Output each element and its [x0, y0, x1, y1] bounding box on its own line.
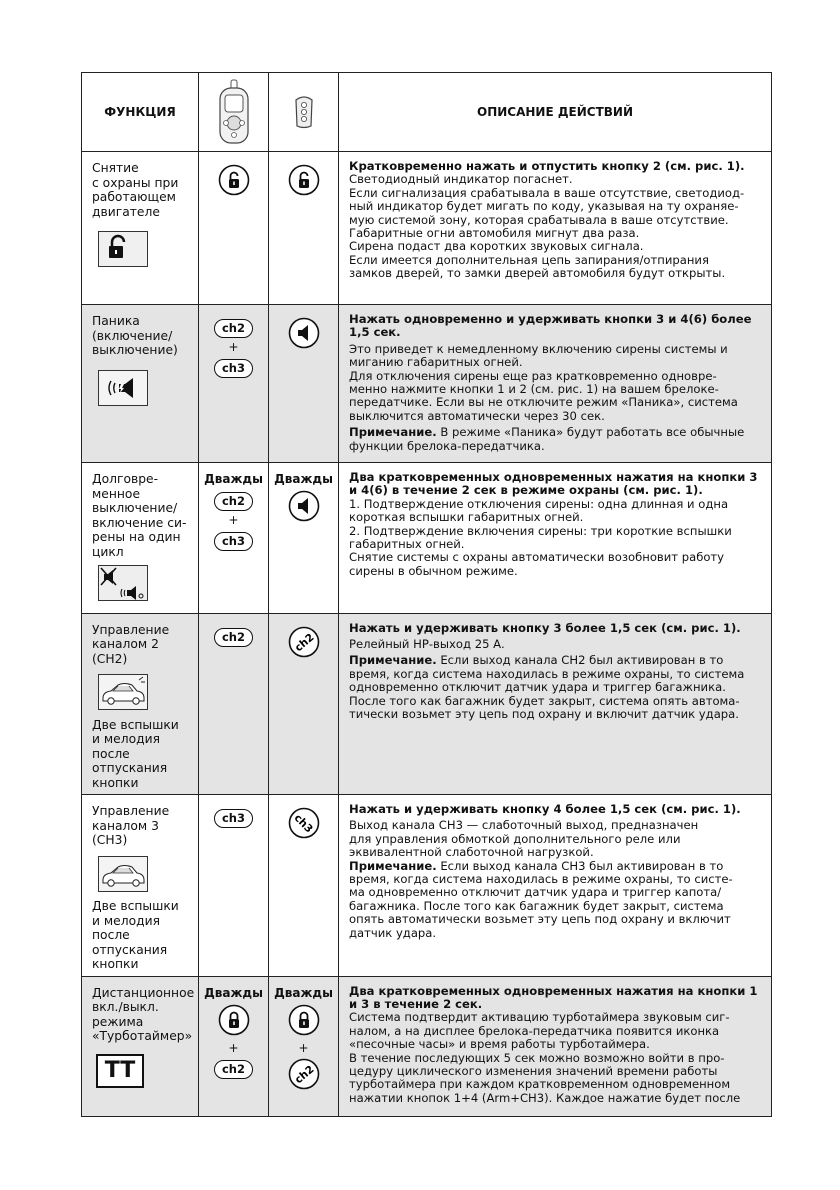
remote-lcd-action [199, 463, 269, 614]
svg-text:ch2: ch2 [292, 630, 317, 654]
turbo-timer-box: TT [96, 1054, 144, 1088]
lock-button-icon [218, 1004, 250, 1036]
remote-lcd-action [199, 613, 269, 795]
description-text: Релейный НР-выход 25 А. [349, 636, 505, 651]
ch3-rotated-button-icon [288, 807, 320, 839]
lock-button-icon [288, 1004, 320, 1036]
ch2-rotated-button-icon [288, 1058, 320, 1090]
header-remote-simple [269, 73, 339, 152]
remote-simple-action [269, 463, 339, 614]
remote-lcd-action [199, 976, 269, 1116]
unlock-box-icon [98, 231, 192, 271]
ch2-button: ch2 [214, 628, 253, 647]
function-name: Паника (включение/ выключение) [92, 314, 178, 357]
table-row [82, 795, 772, 977]
remote-lcd-action [199, 152, 269, 305]
table-row [82, 305, 772, 463]
car-box-icon [98, 856, 192, 896]
description-cell [339, 976, 772, 1116]
speaker-button-icon [288, 490, 320, 522]
function-name: Долговре- менное выключение/ включение си- рены на один цикл [92, 472, 187, 559]
plus-sign: + [228, 1040, 239, 1055]
description-lead: Нажать одновременно и удерживать кнопки 3 и 4(6) более 1,5 сек. [349, 312, 752, 340]
header-description: ОПИСАНИЕ ДЕЙСТВИЙ [339, 73, 772, 152]
remote-simple-action [269, 795, 339, 977]
function-cell [82, 795, 199, 977]
siren-box-icon [98, 370, 192, 410]
table-row [82, 613, 772, 795]
description-cell [339, 463, 772, 614]
function-cell [82, 463, 199, 614]
plus-sign: + [228, 340, 239, 354]
car-trunk-box-icon [98, 674, 192, 714]
description-note: Примечание. Если выход канала CH3 был активирован в то время, когда система находилась в режиме охраны, то систе- ма одновременно отключит датчик удара и триггер капота/ багажника. После того как багажник будет закрыт, система опять автоматически возьмет эту цепь под охрану и включит датчик удара. [349, 858, 733, 940]
table-row [82, 463, 772, 614]
remote-simple-action [269, 613, 339, 795]
function-name: Дистанционное вкл./выкл. режима «Турботаймер» [92, 985, 195, 1043]
function-cell [82, 613, 199, 795]
header-function: ФУНКЦИЯ [82, 73, 199, 152]
ch2-button: ch2 [214, 319, 253, 338]
functions-table [81, 72, 772, 1117]
function-name: Снятие с охраны при работающем двигателе [92, 161, 179, 219]
function-cell [82, 305, 199, 463]
function-cell [82, 152, 199, 305]
description-cell [339, 305, 772, 463]
description-lead: Нажать и удерживать кнопку 4 более 1,5 сек (см. рис. 1). [349, 802, 741, 816]
speaker-button-icon [288, 317, 320, 349]
description-text: Это приведет к немедленному включению сирены системы и миганию габаритных огней. Для отключения сирены еще раз кратковременно одновре- менно нажмите кнопки 1 и 2 (см. рис. 1) на вашем брелоке- передатчике. Если вы не отключите режим «Паника», система выключится автоматически через 30 сек. [349, 341, 738, 423]
twice-label: Дважды [274, 472, 333, 486]
remote-simple-action [269, 305, 339, 463]
function-note: Две вспышки и мелодия после отпускания кнопки [92, 717, 179, 790]
svg-text:ch3: ch3 [291, 812, 315, 836]
description-lead: Нажать и удерживать кнопку 3 более 1,5 сек (см. рис. 1). [349, 620, 741, 635]
description-lead: Два кратковременных одновременных нажатия на кнопки 1 и 3 в течение 2 сек. [349, 983, 758, 1011]
plus-sign: + [298, 1040, 309, 1055]
function-name: Управление каналом 2 (CH2) [92, 622, 170, 666]
description-note: Примечание. Если выход канала CH2 был активирован в то время, когда система находилась в режиме охраны, то система одновременно отключит датчик удара и триггер багажника. После того как багажник будет закрыт, система опять автома- тически возьмет эту цепь под охрану и включит датчик удара. [349, 653, 745, 721]
twice-label: Дважды [204, 472, 263, 486]
description-text: Светодиодный индикатор погаснет. Если сигнализация срабатывала в ваше отсутствие, светодиод- ный индикатор будет мигать по коду, указывая на ту охраняе- мую системой зону, которая срабатывала в ваше отсутствие. Габаритные огни автомобиля мигнут два раза. Сирена подаст два коротких звуковых сигнала. Если имеется дополнительная цепь запирания/отпирания замков дверей, то замки дверей автомобиля будут открыты. [349, 172, 745, 281]
svg-text:ch2: ch2 [292, 1062, 317, 1086]
table-row [82, 152, 772, 305]
remote-lcd-action [199, 305, 269, 463]
description-lead: Кратковременно нажать и отпустить кнопку 2 (см. рис. 1). [349, 159, 745, 173]
ch3-button: ch3 [214, 359, 253, 378]
ch2-button: ch2 [214, 492, 253, 511]
remote-simple-action [269, 152, 339, 305]
unlock-button-icon [218, 164, 250, 196]
ch3-button: ch3 [214, 532, 253, 551]
simple-remote-icon [293, 94, 315, 130]
remote-simple-action [269, 976, 339, 1116]
function-name: Управление каналом 3 (CH3) [92, 804, 170, 847]
header-remote-lcd [199, 73, 269, 152]
twice-label: Дважды [274, 985, 333, 1000]
description-cell [339, 152, 772, 305]
plus-sign: + [228, 513, 239, 527]
description-cell [339, 795, 772, 977]
siren-off-box-icon [98, 565, 192, 605]
function-note: Две вспышки и мелодия после отпускания кнопки [92, 899, 179, 971]
description-text: Система подтвердит активацию турботаймера звуковым сиг- налом, а на дисплее брелока-передатчика появится иконка «песочные часы» и время работы турботаймера. В течение последующих 5 сек можно возможно войти в про- цедуру циклического изменения значений времени работы турботаймера при каждом кратковременном одновременном нажатии кнопок 1+4 (Arm+CH3). Каждое нажатие будет после [349, 1010, 741, 1105]
remote-lcd-action [199, 795, 269, 977]
lcd-remote-icon [216, 79, 252, 145]
unlock-button-icon [288, 164, 320, 196]
description-cell [339, 613, 772, 795]
ch3-button: ch3 [214, 809, 253, 828]
function-cell [82, 976, 199, 1116]
ch2-rotated-button-icon [288, 626, 320, 658]
description-lead: Два кратковременных одновременных нажатия на кнопки 3 и 4(6) в течение 2 сек в режиме охраны (см. рис. 1). [349, 470, 758, 498]
table-row [82, 976, 772, 1116]
description-text: 1. Подтверждение отключения сирены: одна длинная и одна короткая вспышки габаритных огней. 2. Подтверждение включения сирены: три короткие вспышки габаритных огней. Снятие системы с охраны автоматически возобновит работу сирены в обычном режиме. [349, 496, 732, 578]
table-header-row [82, 73, 772, 152]
description-note: Примечание. В режиме «Паника» будут работать все обычные функции брелока-передатчика. [349, 425, 745, 453]
description-text: Выход канала CH3 — слаботочный выход, предназначен для управления обмоткой дополнительного реле или эквивалентной слаботочной нагрузкой. [349, 818, 699, 860]
ch2-button: ch2 [214, 1060, 253, 1079]
twice-label: Дважды [204, 985, 263, 1000]
